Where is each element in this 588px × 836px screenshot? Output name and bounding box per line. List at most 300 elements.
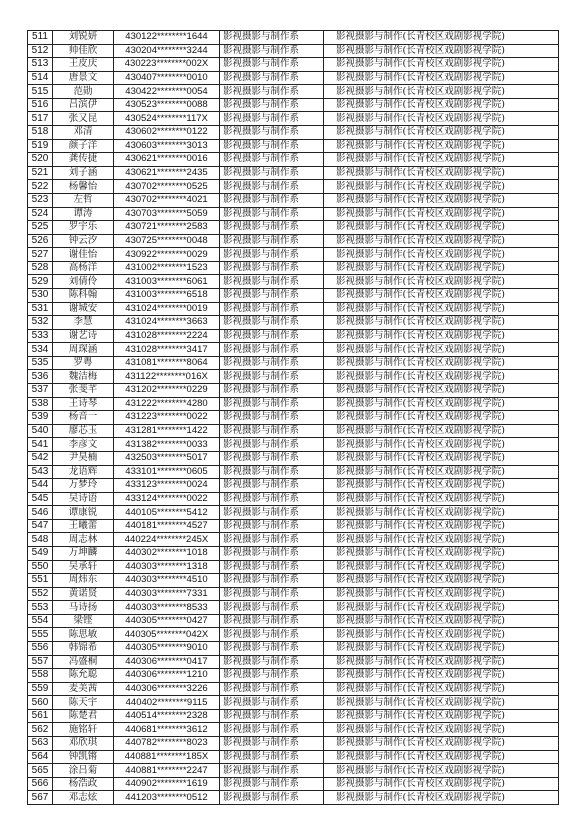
id-number-cell: 440181********4527 (114, 519, 220, 533)
student-name-cell: 刘子涵 (53, 166, 114, 180)
id-number-cell: 430703********5059 (114, 207, 220, 221)
student-name-cell: 周志林 (53, 533, 114, 547)
id-number-cell: 440303********1318 (114, 560, 220, 574)
student-name-cell: 周琛涵 (53, 343, 114, 357)
department-cell: 影视摄影与制作系 (220, 560, 324, 574)
major-cell: 影视摄影与制作(长青校区戏剧影视学院) (324, 628, 559, 642)
table-row (28, 356, 559, 370)
department-cell: 影视摄影与制作系 (220, 546, 324, 560)
id-number-cell: 431002********1523 (114, 261, 220, 275)
department-cell: 影视摄影与制作系 (220, 370, 324, 384)
major-cell: 影视摄影与制作(长青校区戏剧影视学院) (324, 709, 559, 723)
id-number-cell: 440681********3612 (114, 723, 220, 737)
student-name-cell: 麦美茜 (53, 682, 114, 696)
row-number-cell: 566 (28, 777, 53, 791)
major-cell: 影视摄影与制作(长青校区戏剧影视学院) (324, 424, 559, 438)
major-cell: 影视摄影与制作(长青校区戏剧影视学院) (324, 44, 559, 58)
department-cell: 影视摄影与制作系 (220, 112, 324, 126)
major-cell: 影视摄影与制作(长青校区戏剧影视学院) (324, 126, 559, 140)
id-number-cell: 440902********1619 (114, 777, 220, 791)
id-number-cell: 430702********0525 (114, 180, 220, 194)
table-row (28, 98, 559, 112)
department-cell: 影视摄影与制作系 (220, 669, 324, 683)
row-number-cell: 550 (28, 560, 53, 574)
department-cell: 影视摄影与制作系 (220, 126, 324, 140)
student-name-cell: 黄诺贤 (53, 587, 114, 601)
row-number-cell: 515 (28, 85, 53, 99)
student-name-cell: 刘锐妍 (53, 31, 114, 45)
row-number-cell: 514 (28, 71, 53, 85)
id-number-cell: 433123********0024 (114, 479, 220, 493)
row-number-cell: 565 (28, 764, 53, 778)
major-cell: 影视摄影与制作(长青校区戏剧影视学院) (324, 533, 559, 547)
id-number-cell: 430407********0010 (114, 71, 220, 85)
row-number-cell: 529 (28, 275, 53, 289)
table-row (28, 438, 559, 452)
student-name-cell: 吴承轩 (53, 560, 114, 574)
major-cell: 影视摄影与制作(长青校区戏剧影视学院) (324, 411, 559, 425)
student-name-cell: 唐景文 (53, 71, 114, 85)
table-row (28, 546, 559, 560)
id-number-cell: 430725********0048 (114, 234, 220, 248)
table-row (28, 682, 559, 696)
row-number-cell: 540 (28, 424, 53, 438)
major-cell: 影视摄影与制作(长青校区戏剧影视学院) (324, 546, 559, 560)
department-cell: 影视摄影与制作系 (220, 696, 324, 710)
table-row (28, 533, 559, 547)
major-cell: 影视摄影与制作(长青校区戏剧影视学院) (324, 98, 559, 112)
id-number-cell: 430523********0088 (114, 98, 220, 112)
table-row (28, 85, 559, 99)
student-name-cell: 梁铿 (53, 614, 114, 628)
table-row (28, 791, 559, 805)
table-row (28, 180, 559, 194)
table-row (28, 492, 559, 506)
row-number-cell: 551 (28, 574, 53, 588)
row-number-cell: 554 (28, 614, 53, 628)
major-cell: 影视摄影与制作(长青校区戏剧影视学院) (324, 153, 559, 167)
id-number-cell: 431003********6061 (114, 275, 220, 289)
department-cell: 影视摄影与制作系 (220, 166, 324, 180)
department-cell: 影视摄影与制作系 (220, 193, 324, 207)
major-cell: 影视摄影与制作(长青校区戏剧影视学院) (324, 71, 559, 85)
id-number-cell: 440303********8533 (114, 601, 220, 615)
major-cell: 影视摄影与制作(长青校区戏剧影视学院) (324, 31, 559, 45)
id-number-cell: 430223********002X (114, 58, 220, 72)
student-name-cell: 王诗琴 (53, 397, 114, 411)
major-cell: 影视摄影与制作(长青校区戏剧影视学院) (324, 777, 559, 791)
major-cell: 影视摄影与制作(长青校区戏剧影视学院) (324, 112, 559, 126)
id-number-cell: 430721********2583 (114, 221, 220, 235)
id-number-cell: 440306********0417 (114, 655, 220, 669)
row-number-cell: 518 (28, 126, 53, 140)
major-cell: 影视摄影与制作(长青校区戏剧影视学院) (324, 574, 559, 588)
department-cell: 影视摄影与制作系 (220, 424, 324, 438)
department-cell: 影视摄影与制作系 (220, 343, 324, 357)
department-cell: 影视摄影与制作系 (220, 764, 324, 778)
department-cell: 影视摄影与制作系 (220, 329, 324, 343)
department-cell: 影视摄影与制作系 (220, 492, 324, 506)
table-row (28, 696, 559, 710)
student-name-cell: 谭涛 (53, 207, 114, 221)
id-number-cell: 440305********9010 (114, 642, 220, 656)
department-cell: 影视摄影与制作系 (220, 533, 324, 547)
major-cell: 影视摄影与制作(长青校区戏剧影视学院) (324, 479, 559, 493)
major-cell: 影视摄影与制作(长青校区戏剧影视学院) (324, 750, 559, 764)
id-number-cell: 433124********0022 (114, 492, 220, 506)
id-number-cell: 431281********1422 (114, 424, 220, 438)
student-name-cell: 帅佳欣 (53, 44, 114, 58)
student-name-cell: 吕滨伊 (53, 98, 114, 112)
row-number-cell: 535 (28, 356, 53, 370)
id-number-cell: 440881********2247 (114, 764, 220, 778)
table-row (28, 479, 559, 493)
department-cell: 影视摄影与制作系 (220, 777, 324, 791)
major-cell: 影视摄影与制作(长青校区戏剧影视学院) (324, 669, 559, 683)
department-cell: 影视摄影与制作系 (220, 791, 324, 805)
id-number-cell: 431028********3417 (114, 343, 220, 357)
row-number-cell: 521 (28, 166, 53, 180)
department-cell: 影视摄影与制作系 (220, 248, 324, 262)
student-name-cell: 魏洁梅 (53, 370, 114, 384)
row-number-cell: 524 (28, 207, 53, 221)
row-number-cell: 563 (28, 737, 53, 751)
major-cell: 影视摄影与制作(长青校区戏剧影视学院) (324, 248, 559, 262)
major-cell: 影视摄影与制作(长青校区戏剧影视学院) (324, 370, 559, 384)
student-name-cell: 陈思敏 (53, 628, 114, 642)
id-number-cell: 440782********8023 (114, 737, 220, 751)
department-cell: 影视摄影与制作系 (220, 207, 324, 221)
department-cell: 影视摄影与制作系 (220, 71, 324, 85)
major-cell: 影视摄影与制作(长青校区戏剧影视学院) (324, 356, 559, 370)
table-row (28, 166, 559, 180)
major-cell: 影视摄影与制作(长青校区戏剧影视学院) (324, 275, 559, 289)
row-number-cell: 558 (28, 669, 53, 683)
id-number-cell: 440105********5412 (114, 506, 220, 520)
student-name-cell: 陈允聪 (53, 669, 114, 683)
student-name-cell: 陈科翰 (53, 288, 114, 302)
row-number-cell: 531 (28, 302, 53, 316)
table-row (28, 411, 559, 425)
student-name-cell: 颜子洋 (53, 139, 114, 153)
department-cell: 影视摄影与制作系 (220, 58, 324, 72)
table-row (28, 343, 559, 357)
student-name-cell: 钟凯锵 (53, 750, 114, 764)
row-number-cell: 549 (28, 546, 53, 560)
row-number-cell: 567 (28, 791, 53, 805)
row-number-cell: 541 (28, 438, 53, 452)
major-cell: 影视摄影与制作(长青校区戏剧影视学院) (324, 492, 559, 506)
table-body (28, 31, 559, 805)
major-cell: 影视摄影与制作(长青校区戏剧影视学院) (324, 465, 559, 479)
student-name-cell: 施铭轩 (53, 723, 114, 737)
department-cell: 影视摄影与制作系 (220, 153, 324, 167)
department-cell: 影视摄影与制作系 (220, 31, 324, 45)
table-row (28, 234, 559, 248)
id-number-cell: 430602********0122 (114, 126, 220, 140)
row-number-cell: 532 (28, 316, 53, 330)
student-name-cell: 杨馨怡 (53, 180, 114, 194)
student-name-cell: 罗粤 (53, 356, 114, 370)
id-number-cell: 431202********0229 (114, 384, 220, 398)
student-name-cell: 谢佳怡 (53, 248, 114, 262)
id-number-cell: 431003********6518 (114, 288, 220, 302)
department-cell: 影视摄影与制作系 (220, 655, 324, 669)
id-number-cell: 441203********0512 (114, 791, 220, 805)
table-row (28, 655, 559, 669)
department-cell: 影视摄影与制作系 (220, 356, 324, 370)
row-number-cell: 523 (28, 193, 53, 207)
student-name-cell: 谢城安 (53, 302, 114, 316)
row-number-cell: 525 (28, 221, 53, 235)
row-number-cell: 520 (28, 153, 53, 167)
table-row (28, 764, 559, 778)
major-cell: 影视摄影与制作(长青校区戏剧影视学院) (324, 207, 559, 221)
table-row (28, 587, 559, 601)
row-number-cell: 534 (28, 343, 53, 357)
row-number-cell: 564 (28, 750, 53, 764)
id-number-cell: 432503********5017 (114, 451, 220, 465)
student-name-cell: 邓志炫 (53, 791, 114, 805)
major-cell: 影视摄影与制作(长青校区戏剧影视学院) (324, 261, 559, 275)
id-number-cell: 430524********117X (114, 112, 220, 126)
row-number-cell: 536 (28, 370, 53, 384)
id-number-cell: 440224********245X (114, 533, 220, 547)
id-number-cell: 440514********2328 (114, 709, 220, 723)
id-number-cell: 431122********016X (114, 370, 220, 384)
row-number-cell: 544 (28, 479, 53, 493)
student-name-cell: 万梦玲 (53, 479, 114, 493)
major-cell: 影视摄影与制作(长青校区戏剧影视学院) (324, 302, 559, 316)
student-name-cell: 陈楚君 (53, 709, 114, 723)
department-cell: 影视摄影与制作系 (220, 384, 324, 398)
major-cell: 影视摄影与制作(长青校区戏剧影视学院) (324, 560, 559, 574)
major-cell: 影视摄影与制作(长青校区戏剧影视学院) (324, 737, 559, 751)
table-row (28, 248, 559, 262)
row-number-cell: 561 (28, 709, 53, 723)
student-name-cell: 尹昊楠 (53, 451, 114, 465)
student-name-cell: 吴诗语 (53, 492, 114, 506)
id-number-cell: 440302********1018 (114, 546, 220, 560)
row-number-cell: 539 (28, 411, 53, 425)
table-row (28, 750, 559, 764)
major-cell: 影视摄影与制作(长青校区戏剧影视学院) (324, 221, 559, 235)
student-name-cell: 罗宇乐 (53, 221, 114, 235)
student-name-cell: 马诗扬 (53, 601, 114, 615)
department-cell: 影视摄影与制作系 (220, 451, 324, 465)
table-row (28, 31, 559, 45)
student-name-cell: 万坤麟 (53, 546, 114, 560)
id-number-cell: 440306********3226 (114, 682, 220, 696)
student-name-cell: 周炜东 (53, 574, 114, 588)
major-cell: 影视摄影与制作(长青校区戏剧影视学院) (324, 682, 559, 696)
major-cell: 影视摄影与制作(长青校区戏剧影视学院) (324, 288, 559, 302)
table-row (28, 288, 559, 302)
student-table (27, 30, 559, 805)
id-number-cell: 430603********3013 (114, 139, 220, 153)
row-number-cell: 516 (28, 98, 53, 112)
student-name-cell: 钟云汐 (53, 234, 114, 248)
major-cell: 影视摄影与制作(长青校区戏剧影视学院) (324, 587, 559, 601)
student-name-cell: 龚传捷 (53, 153, 114, 167)
student-name-cell: 王皮庆 (53, 58, 114, 72)
row-number-cell: 545 (28, 492, 53, 506)
major-cell: 影视摄影与制作(长青校区戏剧影视学院) (324, 329, 559, 343)
row-number-cell: 547 (28, 519, 53, 533)
major-cell: 影视摄影与制作(长青校区戏剧影视学院) (324, 180, 559, 194)
student-name-cell: 李慧 (53, 316, 114, 330)
table-row (28, 71, 559, 85)
department-cell: 影视摄影与制作系 (220, 288, 324, 302)
department-cell: 影视摄影与制作系 (220, 316, 324, 330)
student-name-cell: 陈天宇 (53, 696, 114, 710)
table-row (28, 628, 559, 642)
department-cell: 影视摄影与制作系 (220, 737, 324, 751)
row-number-cell: 533 (28, 329, 53, 343)
department-cell: 影视摄影与制作系 (220, 411, 324, 425)
id-number-cell: 440306********1210 (114, 669, 220, 683)
row-number-cell: 513 (28, 58, 53, 72)
id-number-cell: 431028********2224 (114, 329, 220, 343)
row-number-cell: 548 (28, 533, 53, 547)
row-number-cell: 511 (28, 31, 53, 45)
student-name-cell: 杨音一 (53, 411, 114, 425)
row-number-cell: 543 (28, 465, 53, 479)
row-number-cell: 557 (28, 655, 53, 669)
table-row (28, 601, 559, 615)
id-number-cell: 430621********2435 (114, 166, 220, 180)
id-number-cell: 440303********7331 (114, 587, 220, 601)
table-row (28, 139, 559, 153)
table-row (28, 275, 559, 289)
department-cell: 影视摄影与制作系 (220, 221, 324, 235)
student-name-cell: 龙语辉 (53, 465, 114, 479)
major-cell: 影视摄影与制作(长青校区戏剧影视学院) (324, 696, 559, 710)
department-cell: 影视摄影与制作系 (220, 302, 324, 316)
row-number-cell: 530 (28, 288, 53, 302)
major-cell: 影视摄影与制作(长青校区戏剧影视学院) (324, 764, 559, 778)
department-cell: 影视摄影与制作系 (220, 682, 324, 696)
major-cell: 影视摄影与制作(长青校区戏剧影视学院) (324, 451, 559, 465)
row-number-cell: 552 (28, 587, 53, 601)
department-cell: 影视摄影与制作系 (220, 709, 324, 723)
major-cell: 影视摄影与制作(长青校区戏剧影视学院) (324, 139, 559, 153)
table-row (28, 642, 559, 656)
department-cell: 影视摄影与制作系 (220, 275, 324, 289)
row-number-cell: 555 (28, 628, 53, 642)
major-cell: 影视摄影与制作(长青校区戏剧影视学院) (324, 506, 559, 520)
major-cell: 影视摄影与制作(长青校区戏剧影视学院) (324, 384, 559, 398)
id-number-cell: 440305********042X (114, 628, 220, 642)
table-row (28, 451, 559, 465)
table-row (28, 153, 559, 167)
row-number-cell: 537 (28, 384, 53, 398)
id-number-cell: 430702********4021 (114, 193, 220, 207)
id-number-cell: 431222********4280 (114, 397, 220, 411)
student-name-cell: 张又昆 (53, 112, 114, 126)
id-number-cell: 431382********0033 (114, 438, 220, 452)
table-row (28, 737, 559, 751)
row-number-cell: 527 (28, 248, 53, 262)
department-cell: 影视摄影与制作系 (220, 519, 324, 533)
student-name-cell: 谢艺诗 (53, 329, 114, 343)
department-cell: 影视摄影与制作系 (220, 139, 324, 153)
department-cell: 影视摄影与制作系 (220, 601, 324, 615)
table-row (28, 302, 559, 316)
student-name-cell: 邓欣琪 (53, 737, 114, 751)
major-cell: 影视摄影与制作(长青校区戏剧影视学院) (324, 791, 559, 805)
department-cell: 影视摄影与制作系 (220, 44, 324, 58)
row-number-cell: 526 (28, 234, 53, 248)
major-cell: 影视摄影与制作(长青校区戏剧影视学院) (324, 58, 559, 72)
id-number-cell: 431081********8064 (114, 356, 220, 370)
department-cell: 影视摄影与制作系 (220, 587, 324, 601)
major-cell: 影视摄影与制作(长青校区戏剧影视学院) (324, 723, 559, 737)
row-number-cell: 538 (28, 397, 53, 411)
table-row (28, 709, 559, 723)
department-cell: 影视摄影与制作系 (220, 642, 324, 656)
row-number-cell: 528 (28, 261, 53, 275)
id-number-cell: 440303********4510 (114, 574, 220, 588)
id-number-cell: 440402********9115 (114, 696, 220, 710)
student-name-cell: 廖芯玉 (53, 424, 114, 438)
student-name-cell: 韩锦希 (53, 642, 114, 656)
student-name-cell: 刘倩伶 (53, 275, 114, 289)
student-name-cell: 王曦蕾 (53, 519, 114, 533)
table-row (28, 574, 559, 588)
major-cell: 影视摄影与制作(长青校区戏剧影视学院) (324, 234, 559, 248)
student-name-cell: 范勋 (53, 85, 114, 99)
table-row (28, 669, 559, 683)
department-cell: 影视摄影与制作系 (220, 397, 324, 411)
major-cell: 影视摄影与制作(长青校区戏剧影视学院) (324, 397, 559, 411)
row-number-cell: 522 (28, 180, 53, 194)
row-number-cell: 546 (28, 506, 53, 520)
student-name-cell: 谭康锐 (53, 506, 114, 520)
table-row (28, 221, 559, 235)
student-name-cell: 杨浩政 (53, 777, 114, 791)
department-cell: 影视摄影与制作系 (220, 98, 324, 112)
department-cell: 影视摄影与制作系 (220, 85, 324, 99)
table-row (28, 316, 559, 330)
id-number-cell: 433101********0605 (114, 465, 220, 479)
student-name-cell: 邓清 (53, 126, 114, 140)
department-cell: 影视摄影与制作系 (220, 438, 324, 452)
table-row (28, 506, 559, 520)
major-cell: 影视摄影与制作(长青校区戏剧影视学院) (324, 614, 559, 628)
student-name-cell: 李彦文 (53, 438, 114, 452)
id-number-cell: 430122********1644 (114, 31, 220, 45)
department-cell: 影视摄影与制作系 (220, 628, 324, 642)
id-number-cell: 430922********0029 (114, 248, 220, 262)
table-row (28, 465, 559, 479)
major-cell: 影视摄影与制作(长青校区戏剧影视学院) (324, 642, 559, 656)
row-number-cell: 519 (28, 139, 53, 153)
student-name-cell: 高杨洋 (53, 261, 114, 275)
major-cell: 影视摄影与制作(长青校区戏剧影视学院) (324, 438, 559, 452)
department-cell: 影视摄影与制作系 (220, 465, 324, 479)
table-row (28, 58, 559, 72)
id-number-cell: 431223********0022 (114, 411, 220, 425)
document-page (27, 30, 559, 805)
table-row (28, 424, 559, 438)
row-number-cell: 517 (28, 112, 53, 126)
major-cell: 影视摄影与制作(长青校区戏剧影视学院) (324, 601, 559, 615)
department-cell: 影视摄影与制作系 (220, 723, 324, 737)
row-number-cell: 553 (28, 601, 53, 615)
table-row (28, 777, 559, 791)
major-cell: 影视摄影与制作(长青校区戏剧影视学院) (324, 655, 559, 669)
